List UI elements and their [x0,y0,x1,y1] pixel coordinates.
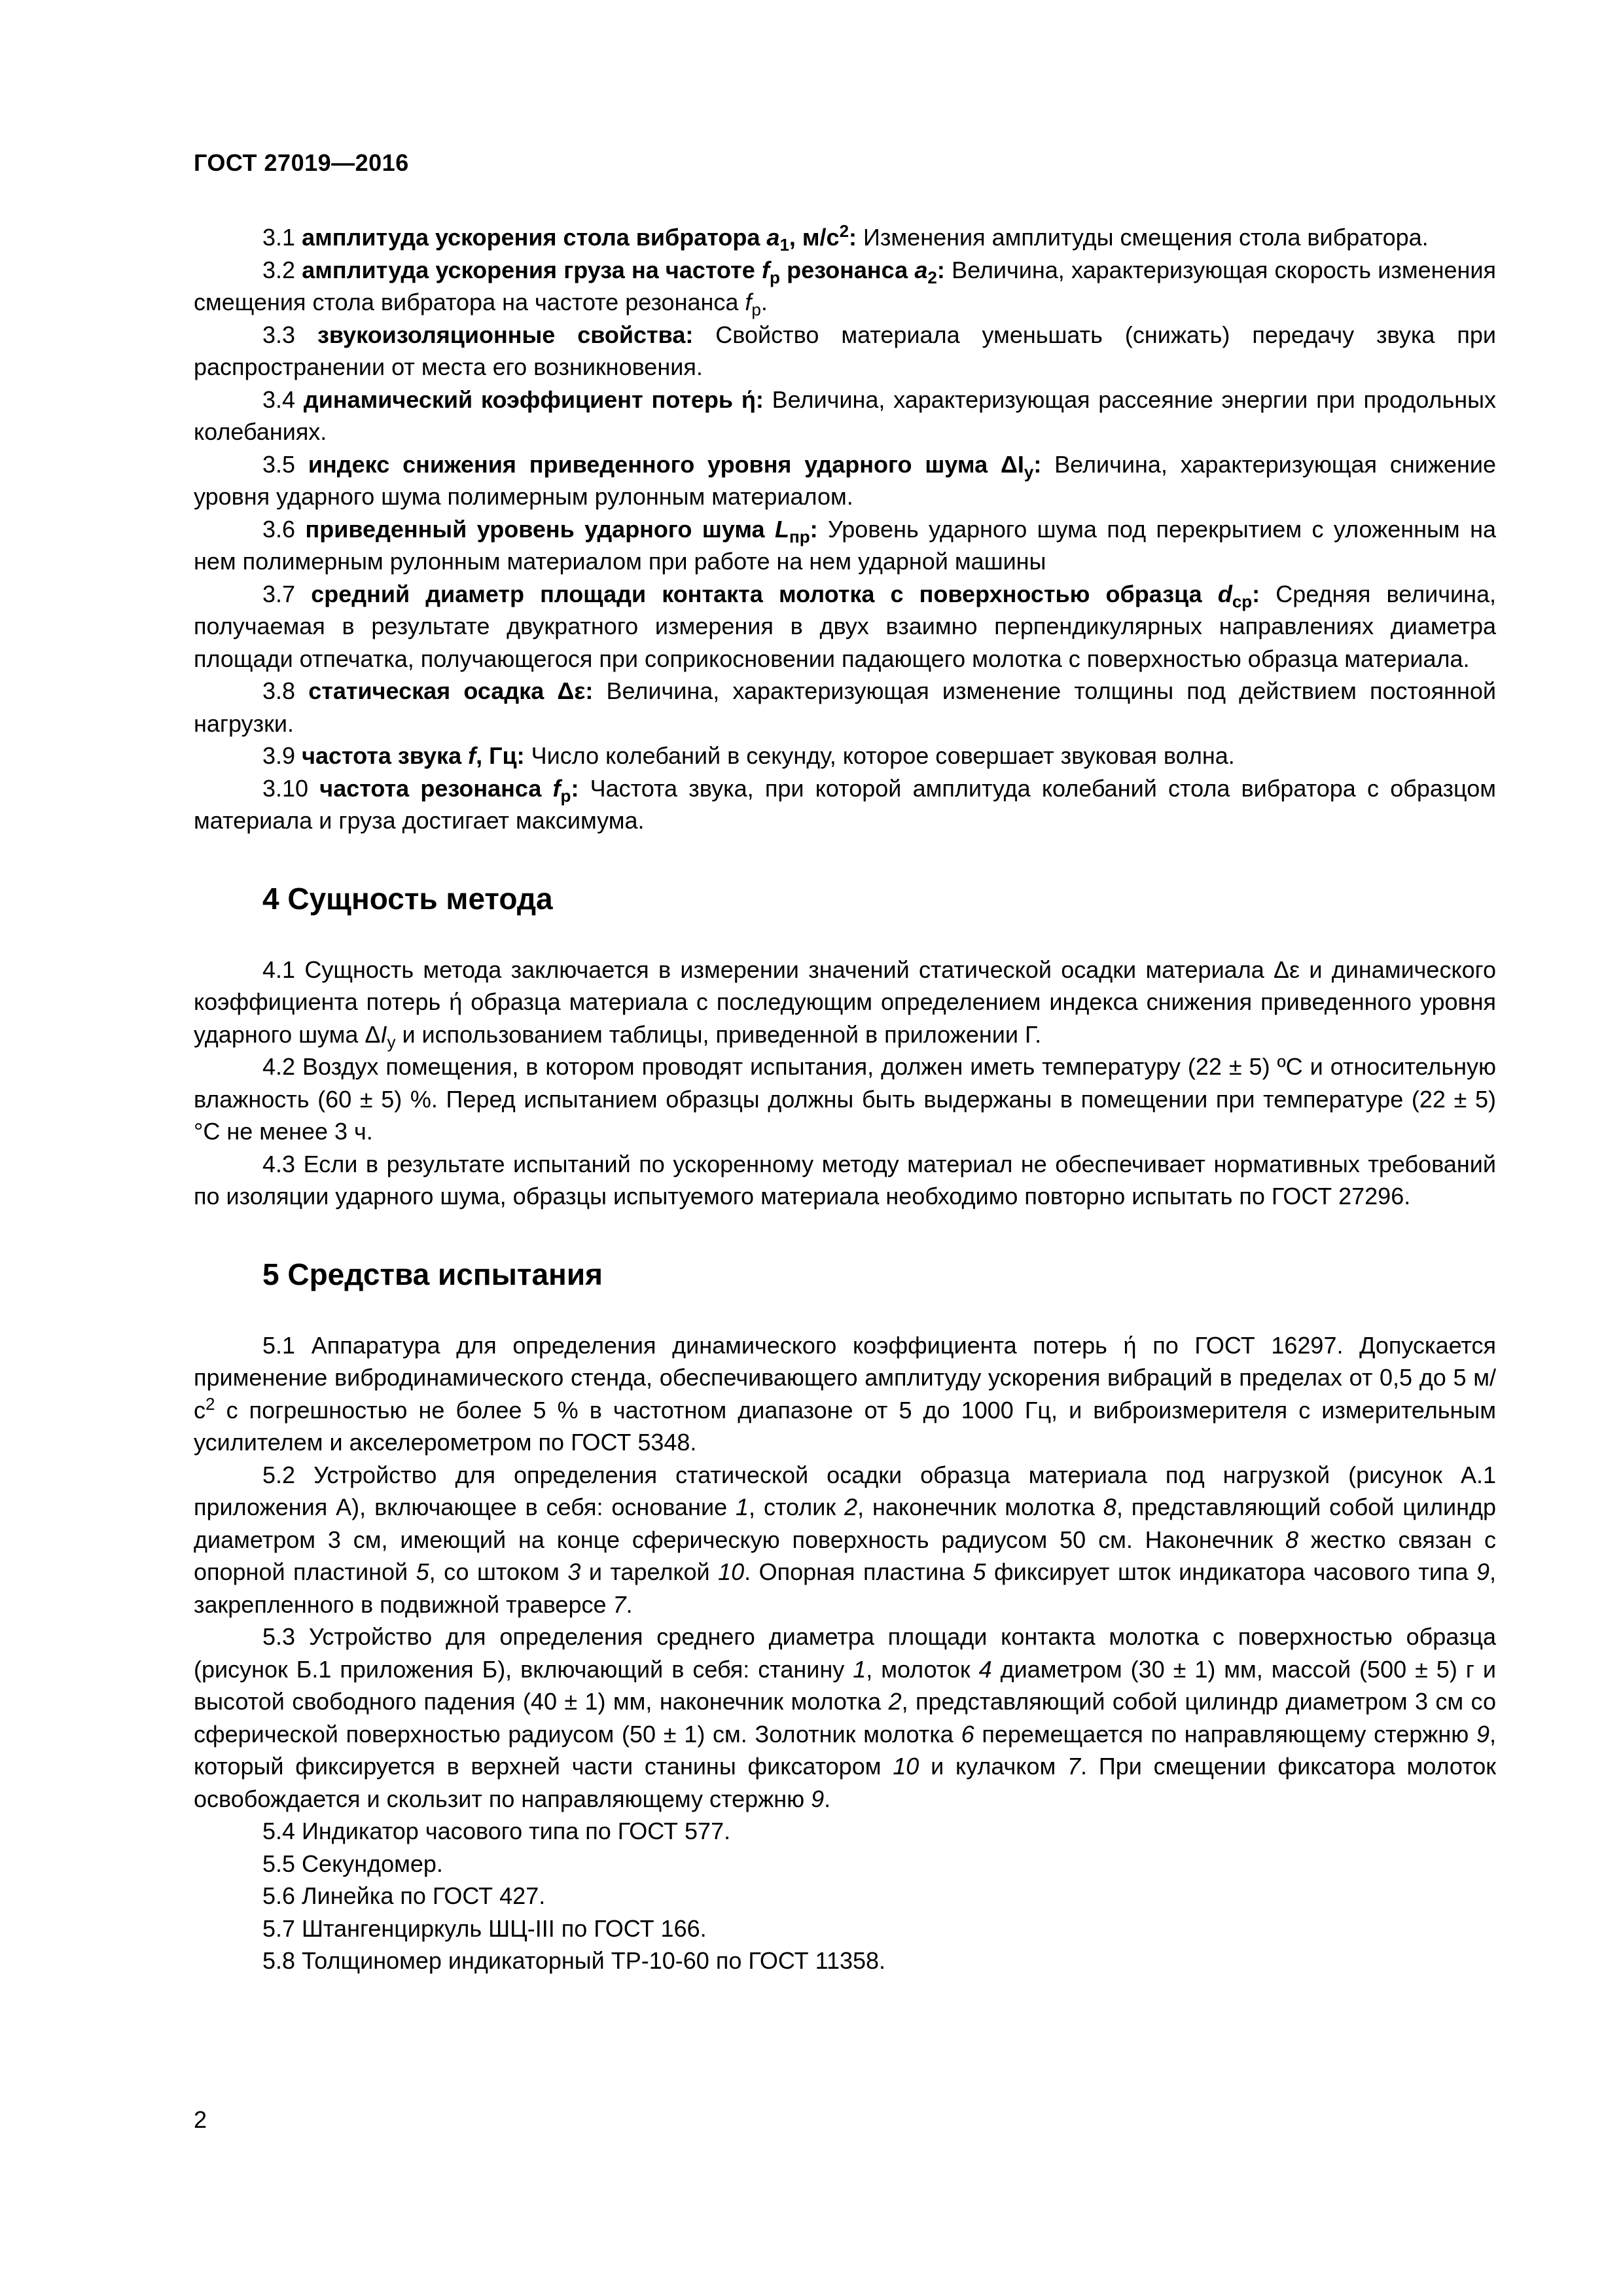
document-header: ГОСТ 27019—2016 [194,149,409,176]
definition-3-3: 3.3 звукоизоляционные свойства: Свойство материала уменьшать (снижать) передачу звука при распространении от места его возникновения. [194,321,1496,380]
paragraph-5-3: 5.3 Устройство для определения среднего диаметра площади контакта молотка с поверхностью образца (рисунок Б.1 приложения Б), включающий в себя: станину 1, молоток 4 диаметром (30 ± 1) мм, массой (500 ± 5) г и высотой свободного падения (40 ± 1) мм, наконечник молотка 2, представляющий собой цилиндр диаметром 3 см со сферической поверхностью радиусом (50 ± 1) см. Золотник молотка 6 перемещается по направляющему стержню 9, который фиксируется в верхней части станины фиксатором 10 и кулачком 7. При смещении фиксатора молоток освобождается и скользит по направляющему стержню 9. [194,1623,1496,1812]
section-heading-4: 4 Сущность метода [262,881,553,916]
list-item-5-6: 5.6 Линейка по ГОСТ 427. [262,1882,546,1909]
list-item-5-7: 5.7 Штангенциркуль ШЦ-III по ГОСТ 166. [262,1914,707,1942]
definition-3-1: 3.1 амплитуда ускорения стола вибратора $a_1$, $м/с^2$: Изменения амплитуды смещения стола вибратора. [262,221,1429,255]
definition-3-2: 3.2 амплитуда ускорения груза на частоте $f_р$ резонанса $a_2$: Величина, характеризующая скорость изменения смещения стола вибратора на частоте резонанса $f_р$. [194,256,1496,320]
definition-3-7: 3.7 средний диаметр площади контакта молотка с поверхностью образца $d_{ср}$: Средняя величина, получаемая в результате двукратного измерения в двух взаимно перпендикулярных направлениях диаметра площади отпечатка, получающегося при соприкосновении падающего молотка с поверхностью образца материала. [194,580,1496,672]
definition-3-10: 3.10 частота резонанса $f_р$: Частота звука, при которой амплитуда колебаний стола вибратора с образцом материала и груза достигает максимума. [194,774,1496,834]
paragraph-5-1: 5.1 Аппаратура для определения динамического коэффициента потерь ή по ГОСТ 16297. Допускается применение вибродинамического стенда, обеспечивающего амплитуду ускорения вибраций в пределах от 0,5 до 5 $м/с^2$ с погрешностью не более 5 % в частотном диапазоне от 5 до 1000 Гц, и виброизмерителя с измерительным усилителем и акселерометром по ГОСТ 5348. [194,1331,1496,1456]
paragraph-4-1: 4.1 Сущность метода заключается в измерении значений статической осадки материала Δε и динамического коэффициента потерь ή образца материала с последующим определением индекса снижения приведенного уровня ударного шума $\Delta I_y$ и использованием таблицы, приведенной в приложении Г. [194,956,1496,1052]
list-item-5-4: 5.4 Индикатор часового типа по ГОСТ 577. [262,1818,731,1844]
definition-3-5: 3.5 индекс снижения приведенного уровня ударного шума $\Delta I_y$: Величина, характеризующая снижение уровня ударного шума полимерным рулонным материалом. [194,450,1496,510]
list-item-5-5: 5.5 Секундомер. [262,1850,443,1877]
paragraph-4-2: 4.2 Воздух помещения, в котором проводят испытания, должен иметь температуру (22 ± 5) ºС и относительную влажность (60 ± 5) %. Перед испытанием образцы должны быть выдержаны в помещении при температуре (22 ± 5) °С не менее 3 ч. [194,1053,1496,1145]
definition-3-9: 3.9 частота звука f, Гц: Число колебаний в секунду, которое совершает звуковая волна. [262,742,1235,769]
definition-3-8: 3.8 статическая осадка Δε: Величина, характеризующая изменение толщины под действием постоянной нагрузки. [194,677,1496,737]
paragraph-4-3: 4.3 Если в результате испытаний по ускоренному методу материал не обеспечивает нормативных требований по изоляции ударного шума, образцы испытуемого материала необходимо повторно испытать по ГОСТ 27296. [194,1150,1496,1210]
paragraph-5-2: 5.2 Устройство для определения статической осадки образца материала под нагрузкой (рисунок А.1 приложения А), включающее в себя: основание 1, столик 2, наконечник молотка 8, представляющий собой цилиндр диаметром 3 см, имеющий на конце сферическую поверхность радиусом 50 см. Наконечник 8 жестко связан с опорной пластиной 5, со штоком 3 и тарелкой 10. Опорная пластина 5 фиксирует шток индикатора часового типа 9, закрепленного в подвижной траверсе 7. [194,1461,1496,1618]
document-body [194,221,1496,1977]
definition-3-4: 3.4 динамический коэффициент потерь ή: Величина, характеризующая рассеяние энергии при продольных колебаниях. [194,386,1496,445]
section-heading-5: 5 Средства испытания [262,1257,603,1291]
list-item-5-8: 5.8 Толщиномер индикаторный ТР-10-60 по ГОСТ 11358. [262,1947,886,1974]
page-number: 2 [194,2106,207,2133]
definition-3-6: 3.6 приведенный уровень ударного шума $L_{пр}$: Уровень ударного шума под перекрытием с уложенным на нем полимерным рулонным материалом при работе на нем ударной машины [194,515,1496,575]
